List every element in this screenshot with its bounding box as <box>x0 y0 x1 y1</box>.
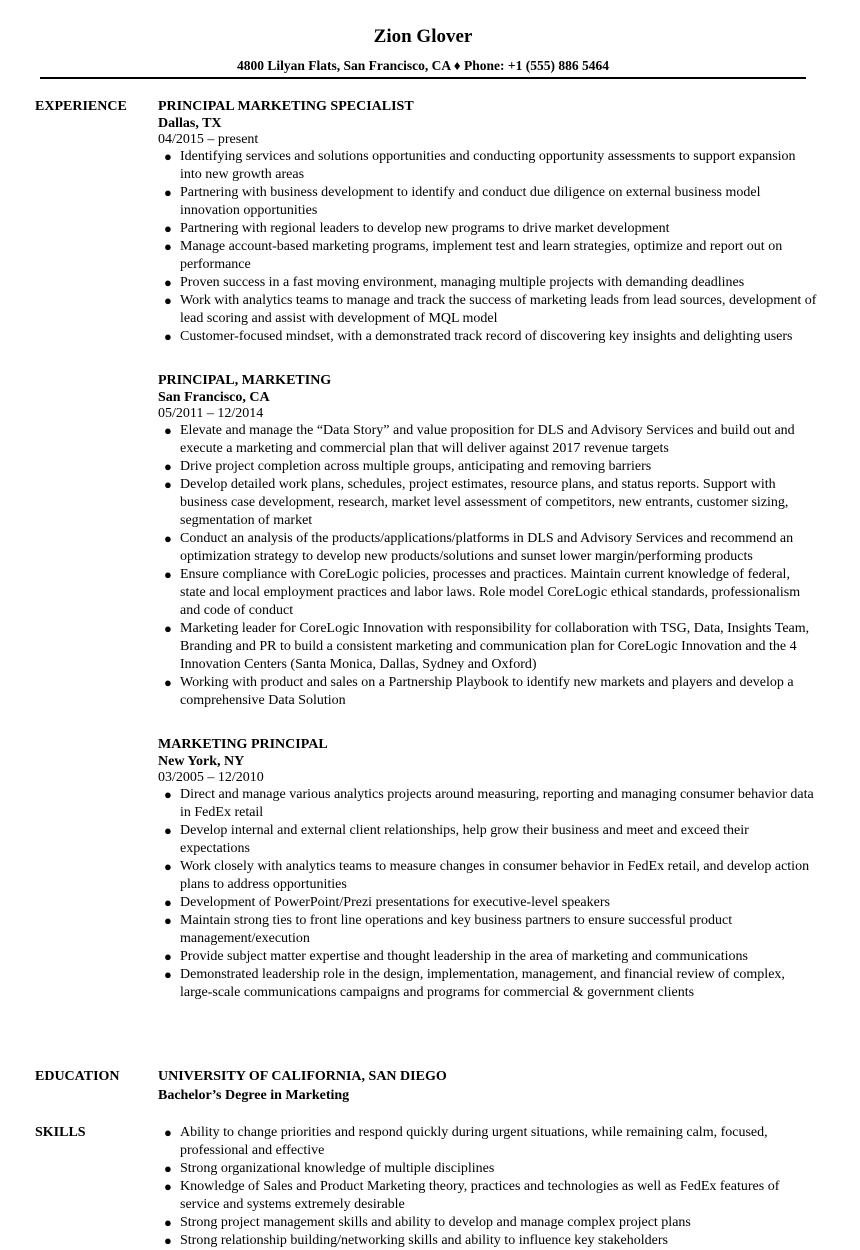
bullet-item <box>158 1160 818 1178</box>
bullet-text: Proven success in a fast moving environment, managing multiple projects with demanding deadlines <box>180 275 745 290</box>
experience-section <box>158 98 818 1028</box>
bullet-item <box>158 822 818 858</box>
bullet-text: Develop internal and external client relationships, help grow their business and meet and exceed their expectations <box>180 823 749 856</box>
bullet-icon: ● <box>164 675 172 690</box>
education-heading: EDUCATION <box>35 1069 120 1084</box>
bullet-item <box>158 148 818 184</box>
bullet-icon: ● <box>164 531 172 546</box>
bullet-item <box>158 948 818 966</box>
bullet-icon: ● <box>164 823 172 838</box>
header-divider <box>40 77 806 79</box>
bullet-icon: ● <box>164 787 172 802</box>
bullet-text: Knowledge of Sales and Product Marketing theory, practices and technologies as well as FedEx features of service and systems extremely desirable <box>180 1179 780 1212</box>
bullet-text: Partnering with regional leaders to develop new programs to drive market development <box>180 221 670 236</box>
bullet-text: Development of PowerPoint/Prezi presentations for executive-level speakers <box>180 895 610 910</box>
bullet-text: Strong relationship building/networking skills and ability to influence key stakeholders <box>180 1233 668 1248</box>
education-degree: Bachelor’s Degree in Marketing <box>158 1088 350 1103</box>
job-bullets <box>158 422 818 710</box>
bullet-icon: ● <box>164 275 172 290</box>
bullet-icon: ● <box>164 293 172 308</box>
bullet-text: Work closely with analytics teams to measure changes in consumer behavior in FedEx retail, and develop action plans to address opportunities <box>180 859 810 892</box>
bullet-icon: ● <box>164 149 172 164</box>
bullet-text: Demonstrated leadership role in the design, implementation, management, and financial review of complex, large-scale communications campaigns and programs for commercial & government clients <box>180 967 785 1000</box>
bullet-icon: ● <box>164 859 172 874</box>
bullet-item <box>158 1214 818 1232</box>
experience-heading: EXPERIENCE <box>35 99 127 114</box>
bullet-text: Identifying services and solutions opportunities and conducting opportunity assessments to support expansion into new growth areas <box>180 149 796 182</box>
job-title: PRINCIPAL, MARKETING <box>158 373 332 388</box>
bullet-text: Provide subject matter expertise and thought leadership in the area of marketing and communications <box>180 949 748 964</box>
bullet-item <box>158 458 818 476</box>
bullet-icon: ● <box>164 221 172 236</box>
bullet-text: Partnering with business development to identify and conduct due diligence on external business model innovation opportunities <box>180 185 761 218</box>
candidate-name: Zion Glover <box>373 26 473 47</box>
job-dates: 04/2015 – present <box>158 132 259 147</box>
job-title: MARKETING PRINCIPAL <box>158 737 328 752</box>
bullet-item <box>158 858 818 894</box>
job-location: San Francisco, CA <box>158 390 270 405</box>
bullet-text: Marketing leader for CoreLogic Innovation with responsibility for collaboration with TSG, Data, Insights Team, Branding and PR to build a consistent marketing and communication plan for CoreLogic Innovation and the 4 Innovation Centers (Santa Monica, Dallas, Sydney and Oxford) <box>180 621 810 672</box>
bullet-icon: ● <box>164 913 172 928</box>
job-entry <box>158 372 818 710</box>
bullet-item <box>158 1178 818 1214</box>
skills-section <box>158 1124 818 1250</box>
resume-header <box>0 24 846 75</box>
bullet-icon: ● <box>164 1233 172 1248</box>
bullet-icon: ● <box>164 895 172 910</box>
bullet-item <box>158 184 818 220</box>
bullet-item <box>158 566 818 620</box>
job-location: New York, NY <box>158 754 245 769</box>
bullet-icon: ● <box>164 423 172 438</box>
bullet-icon: ● <box>164 239 172 254</box>
job-bullets <box>158 148 818 346</box>
bullet-item <box>158 530 818 566</box>
bullet-icon: ● <box>164 621 172 636</box>
bullet-item <box>158 894 818 912</box>
bullet-icon: ● <box>164 329 172 344</box>
bullet-icon: ● <box>164 967 172 982</box>
contact-line: 4800 Lilyan Flats, San Francisco, CA ♦ Phone: +1 (555) 886 5464 <box>237 58 609 73</box>
bullet-item <box>158 328 818 346</box>
bullet-icon: ● <box>164 185 172 200</box>
bullet-item <box>158 966 818 1002</box>
bullet-text: Working with product and sales on a Partnership Playbook to identify new markets and players and develop a comprehensive Data Solution <box>180 675 794 708</box>
bullet-icon: ● <box>164 949 172 964</box>
bullet-text: Drive project completion across multiple groups, anticipating and removing barriers <box>180 459 652 474</box>
bullet-text: Customer-focused mindset, with a demonstrated track record of discovering key insights and delighting users <box>180 329 793 344</box>
bullet-text: Maintain strong ties to front line operations and key business partners to ensure successful product management/execution <box>180 913 733 946</box>
bullet-item <box>158 274 818 292</box>
bullet-item <box>158 674 818 710</box>
bullet-text: Work with analytics teams to manage and track the success of marketing leads from lead sources, development of lead scoring and assist with development of MQL model <box>180 293 817 326</box>
bullet-item <box>158 786 818 822</box>
bullet-icon: ● <box>164 459 172 474</box>
job-title: PRINCIPAL MARKETING SPECIALIST <box>158 99 414 114</box>
education-school: UNIVERSITY OF CALIFORNIA, SAN DIEGO <box>158 1069 447 1084</box>
bullet-icon: ● <box>164 477 172 492</box>
bullet-item <box>158 476 818 530</box>
bullet-item <box>158 422 818 458</box>
job-entry <box>158 98 818 346</box>
bullet-text: Direct and manage various analytics projects around measuring, reporting and managing consumer behavior data in FedEx retail <box>180 787 814 820</box>
bullet-item <box>158 238 818 274</box>
bullet-item <box>158 912 818 948</box>
bullet-icon: ● <box>164 1161 172 1176</box>
bullet-text: Strong organizational knowledge of multiple disciplines <box>180 1161 495 1176</box>
bullet-text: Develop detailed work plans, schedules, project estimates, resource plans, and status reports. Support with business case development, research, market level assessment of competitors, new entrants, customer sizing, segmentation of market <box>180 477 789 528</box>
bullet-item <box>158 220 818 238</box>
bullet-text: Elevate and manage the “Data Story” and value proposition for DLS and Advisory Services and build out and execute a marketing and commercial plan that will deliver against 2017 revenue targets <box>180 423 795 456</box>
bullet-item <box>158 1124 818 1160</box>
bullet-item <box>158 292 818 328</box>
job-entry <box>158 736 818 1002</box>
bullet-text: Ability to change priorities and respond quickly during urgent situations, while remaining calm, focused, professional and effective <box>180 1125 768 1158</box>
bullet-icon: ● <box>164 1179 172 1194</box>
bullet-text: Strong project management skills and ability to develop and manage complex project plans <box>180 1215 691 1230</box>
job-dates: 03/2005 – 12/2010 <box>158 770 264 785</box>
bullet-text: Manage account-based marketing programs, implement test and learn strategies, optimize and report out on performance <box>180 239 783 272</box>
job-dates: 05/2011 – 12/2014 <box>158 406 264 421</box>
job-location: Dallas, TX <box>158 116 222 131</box>
bullet-item <box>158 620 818 674</box>
bullet-text: Conduct an analysis of the products/applications/platforms in DLS and Advisory Services and recommend an optimization strategy to develop new products/solutions and sunset lower margin/performing products <box>180 531 794 564</box>
skills-list <box>158 1124 818 1250</box>
bullet-icon: ● <box>164 1215 172 1230</box>
skills-heading: SKILLS <box>35 1125 86 1140</box>
job-bullets <box>158 786 818 1002</box>
bullet-text: Ensure compliance with CoreLogic policies, processes and practices. Maintain current knowledge of federal, state and local employment practices and labor laws. Role model CoreLogic ethical standards, professionalism and code of conduct <box>180 567 801 618</box>
bullet-icon: ● <box>164 567 172 582</box>
bullet-item <box>158 1232 818 1250</box>
bullet-icon: ● <box>164 1125 172 1140</box>
education-section <box>158 1068 818 1106</box>
